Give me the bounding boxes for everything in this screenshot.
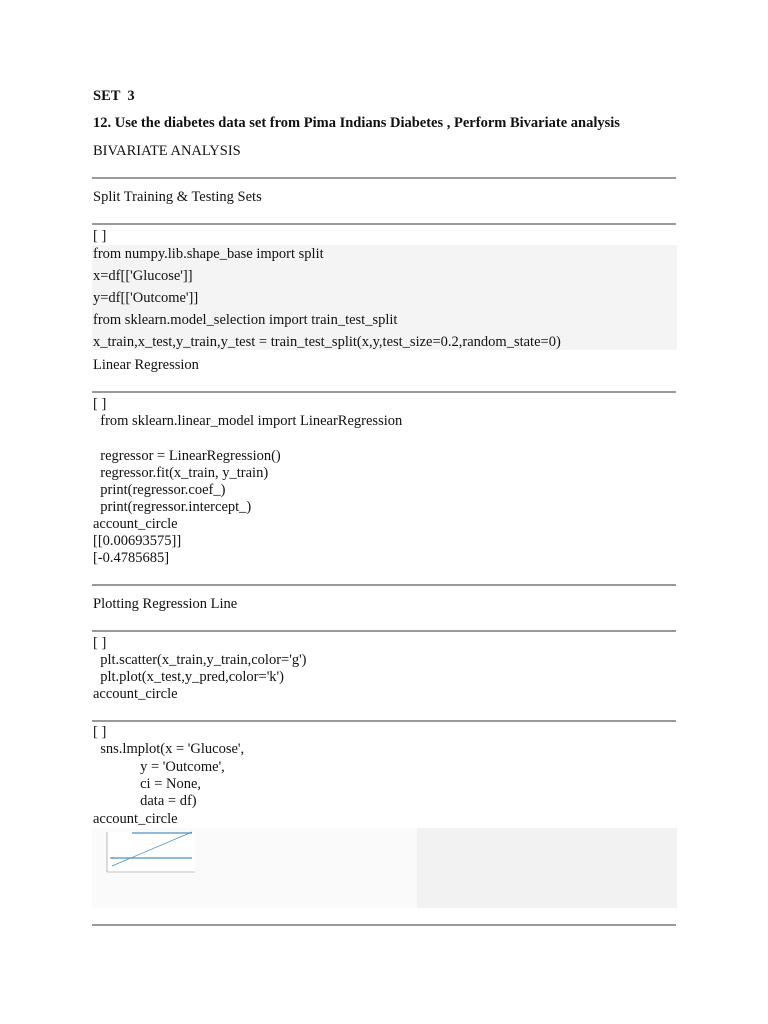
code-line: from sklearn.linear_model import LinearRegression	[93, 413, 403, 429]
code-line: from sklearn.model_selection import train_test_split	[93, 312, 398, 328]
cell-run-bracket[interactable]: [ ]	[93, 635, 107, 651]
output-account-circle-icon: account_circle	[93, 686, 178, 702]
code-line: sns.lmplot(x = 'Glucose',	[93, 741, 245, 757]
code-line: x=df[['Glucose']]	[93, 268, 193, 284]
code-line: print(regressor.intercept_)	[93, 499, 252, 515]
set-label: SET 3	[93, 88, 135, 104]
code-line: data = df)	[93, 793, 197, 809]
code-line: y=df[['Outcome']]	[93, 290, 199, 306]
code-line: ci = None,	[93, 776, 202, 792]
split-section-title: Split Training & Testing Sets	[93, 189, 262, 205]
divider	[92, 720, 676, 722]
cell-run-bracket[interactable]: [ ]	[93, 724, 107, 740]
code-line: regressor.fit(x_train, y_train)	[93, 465, 269, 481]
code-line: from numpy.lib.shape_base import split	[93, 246, 324, 262]
divider	[92, 177, 676, 179]
code-line: plt.scatter(x_train,y_train,color='g')	[93, 652, 307, 668]
data-point	[112, 857, 114, 859]
divider	[92, 630, 676, 632]
plot-frame	[107, 832, 195, 872]
divider	[92, 223, 676, 225]
code-line: print(regressor.coef_)	[93, 482, 226, 498]
cell-run-bracket[interactable]: [ ]	[93, 228, 107, 244]
divider	[92, 391, 676, 393]
code-line: y = 'Outcome',	[93, 759, 225, 775]
code-line: regressor = LinearRegression()	[93, 448, 281, 464]
output-account-circle-icon: account_circle	[93, 811, 178, 827]
divider	[92, 584, 676, 586]
output-account-circle-icon: account_circle	[93, 516, 178, 532]
plot-output-blank	[417, 828, 677, 908]
output-line: [-0.4785685]	[93, 550, 170, 566]
divider	[92, 924, 676, 926]
cell-run-bracket[interactable]: [ ]	[93, 396, 107, 412]
code-line: plt.plot(x_test,y_pred,color='k')	[93, 669, 284, 685]
lmplot-thumbnail	[92, 828, 202, 878]
output-line: [[0.00693575]]	[93, 533, 182, 549]
question-title: 12. Use the diabetes data set from Pima Indians Diabetes , Perform Bivariate analysis	[93, 115, 620, 131]
plotline-section-title: Plotting Regression Line	[93, 596, 238, 612]
linreg-section-title: Linear Regression	[93, 357, 199, 373]
code-line: x_train,x_test,y_train,y_test = train_test_split(x,y,test_size=0.2,random_state=0)	[93, 334, 561, 350]
section-title: BIVARIATE ANALYSIS	[93, 143, 241, 159]
